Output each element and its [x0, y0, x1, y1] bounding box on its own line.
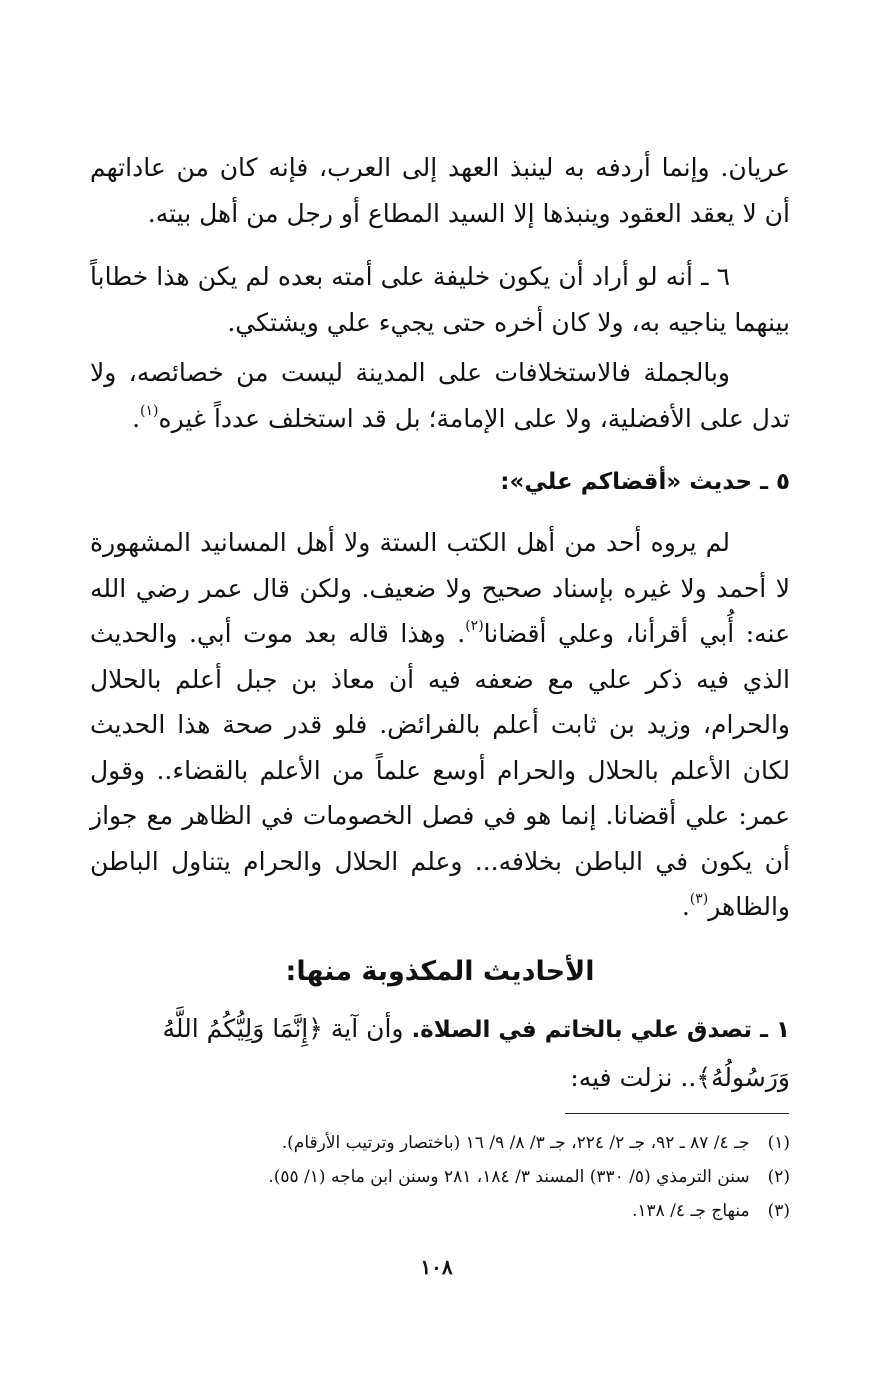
- page-number: ١٠٨: [420, 1255, 453, 1279]
- footnote-divider: [565, 1113, 789, 1114]
- footnote-number: (٣): [767, 1201, 790, 1221]
- paragraph-text: عريان. وإنما أردفه به لينبذ العهد إلى العرب، فإنه كان من عاداتهم أن لا يعقد العقود وينبذها إلا السيد المطاع أو رجل من أهل بيته.: [90, 153, 790, 228]
- footnote-ref-1[interactable]: (١): [140, 403, 159, 419]
- footnotes: [90, 1126, 790, 1228]
- footnote-number: (١): [767, 1133, 790, 1153]
- footnote-number: (٢): [767, 1167, 790, 1187]
- section-title: الأحاديث المكذوبة منها:: [285, 956, 595, 987]
- paragraph-text: وبالجملة فالاستخلافات على المدينة ليست من خصائصه، ولا تدل على الأفضلية، ولا على الإمامة؛ بل قد استخلف عدداً غيره: [90, 358, 790, 433]
- footnote-2: [90, 1160, 790, 1194]
- list-item-lead: ١ ـ تصدق علي بالخاتم في الصلاة.: [411, 1017, 790, 1043]
- paragraph-summary: [90, 350, 790, 442]
- paragraph-continuation: [90, 145, 790, 237]
- footnote-1: [90, 1126, 790, 1160]
- section-heading-5: ٥ ـ حديث «أقضاكم علي»:: [500, 469, 790, 495]
- footnote-ref-3[interactable]: (٣): [689, 891, 709, 907]
- paragraph-text: لم يروه أحد من أهل الكتب الستة ولا أهل المسانيد المشهورة لا أحمد ولا غيره بإسناد صحيح ولا ضعيف. ولكن قال عمر رضي الله عنه: أُبي أقرأنا، وعلي أقضانا: [90, 528, 790, 648]
- footnote-3: [90, 1194, 790, 1228]
- list-item-1: [90, 1005, 790, 1102]
- footnote-text: سنن الترمذي (٥/ ٣٣٠) المسند ٣/ ١٨٤، ٢٨١ وسنن ابن ماجه (١/ ٥٥).: [268, 1167, 750, 1187]
- footnote-text: منهاج جـ ٤/ ١٣٨.: [631, 1201, 750, 1221]
- paragraph-point-6: [90, 254, 790, 346]
- paragraph-text: ٦ ـ أنه لو أراد أن يكون خليفة على أمته بعده لم يكن هذا خطاباً بينهما يناجيه به، ولا كان أخره حتى يجيء علي ويشتكي.: [90, 262, 790, 337]
- footnote-text: جـ ٤/ ٨٧ ـ ٩٢، جـ ٢/ ٢٢٤، جـ ٣/ ٨/ ٩/ ١٦ (باختصار وترتيب الأرقام).: [281, 1133, 750, 1153]
- paragraph-end: .: [681, 892, 690, 921]
- paragraph-section-5: [90, 520, 790, 930]
- paragraph-text: . وهذا قاله بعد موت أبي. والحديث الذي فيه ذكر علي مع ضعفه فيه أن معاذ بن جبل أعلم بالحلال والحرام، وزيد بن ثابت أعلم بالفرائض. فلو قدر صحة هذا الحديث لكان الأعلم بالحلال والحرام أوسع علماً من الأعلم بالقضاء.. وقول عمر: علي أقضانا. إنما هو في فصل الخصومات في الظاهر مع جواز أن يكون في الباطن بخلافه... وعلم الحلال والحرام يتناول الباطن والظاهر: [90, 619, 790, 921]
- list-item-text: وأن آية ﴿إِنَّمَا وَلِيُّكُمُ اللَّهُ وَرَسُولُهُ﴾.. نزلت فيه:: [162, 1014, 790, 1092]
- footnote-ref-2[interactable]: (٢): [465, 618, 484, 634]
- paragraph-end: .: [132, 404, 141, 433]
